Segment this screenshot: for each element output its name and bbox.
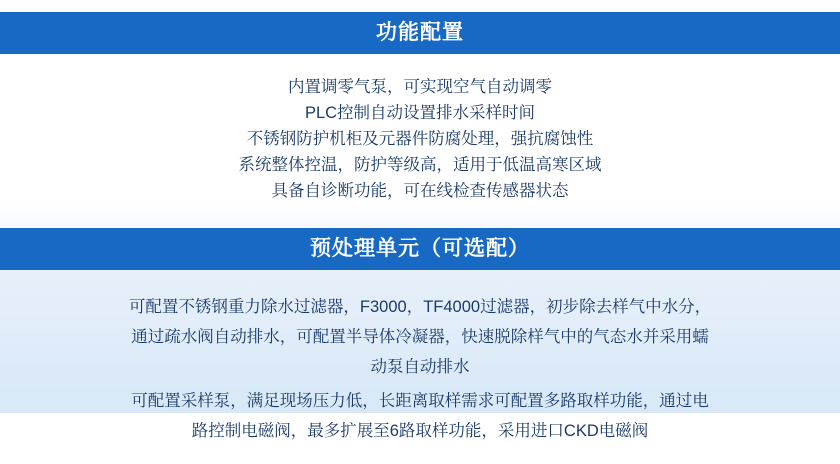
pretreatment-line: 可配置采样泵，满足现场压力低，长距离取样需求可配置多路取样功能，通过电: [131, 392, 709, 410]
pretreatment-paragraph: [34, 292, 806, 382]
pretreatment-line: 动泵自动排水: [370, 358, 470, 376]
feature-line: 内置调零气泵，可实现空气自动调零: [288, 78, 552, 96]
pretreatment-line: 通过疏水阀自动排水，可配置半导体冷凝器，快速脱除样气中的气态水并采用蠕: [131, 328, 709, 346]
section-features: [0, 12, 840, 218]
section-features-body: [0, 54, 840, 218]
feature-line: 具备自诊断功能，可在线检查传感器状态: [271, 182, 569, 200]
feature-line: 系统整体控温，防护等级高，适用于低温高寒区域: [238, 156, 602, 174]
pretreatment-line: 可配置不锈钢重力除水过滤器，F3000，TF4000过滤器，初步除去样气中水分，: [128, 298, 712, 316]
section-features-title: 功能配置: [0, 12, 840, 54]
feature-line: 不锈钢防护机柜及元器件防腐处理，强抗腐蚀性: [246, 130, 594, 148]
section-pretreatment: [0, 228, 840, 464]
pretreatment-line: 路控制电磁阀，最多扩展至6路取样功能，采用进口CKD电磁阀: [191, 422, 649, 440]
section-pretreatment-body: [0, 270, 840, 464]
document-page: [0, 12, 840, 440]
section-pretreatment-title: 预处理单元（可选配）: [0, 228, 840, 270]
pretreatment-paragraph: [34, 386, 806, 446]
feature-line: PLC控制自动设置排水采样时间: [304, 104, 536, 122]
